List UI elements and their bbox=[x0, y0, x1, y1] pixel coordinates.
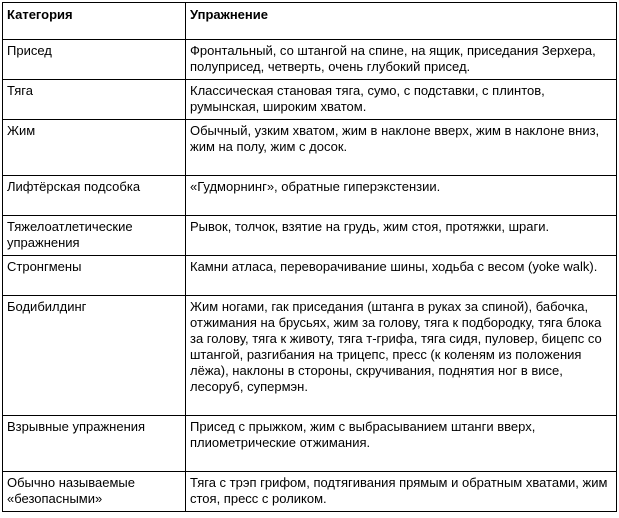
table-row bbox=[3, 176, 617, 216]
category-cell: Жим bbox=[3, 120, 186, 176]
table-row bbox=[3, 80, 617, 120]
table-row bbox=[3, 472, 617, 512]
category-cell: Взрывные упражнения bbox=[3, 416, 186, 472]
header-exercise: Упражнение bbox=[186, 3, 617, 40]
exercise-cell: Обычный, узким хватом, жим в наклоне вверх, жим в наклоне вниз, жим на полу, жим с досок. bbox=[186, 120, 617, 176]
exercise-cell: «Гудморнинг», обратные гиперэкстензии. bbox=[186, 176, 617, 216]
exercise-cell: Фронтальный, со штангой на спине, на ящик, приседания Зерхера, полуприсед, четверть, очень глубокий присед. bbox=[186, 40, 617, 80]
category-cell: Стронгмены bbox=[3, 256, 186, 296]
exercise-cell: Рывок, толчок, взятие на грудь, жим стоя, протяжки, шраги. bbox=[186, 216, 617, 256]
exercise-cell: Тяга с трэп грифом, подтягивания прямым и обратным хватами, жим стоя, пресс с роликом. bbox=[186, 472, 617, 512]
table-header-row bbox=[3, 3, 617, 40]
category-cell: Тяжелоатлетические упражнения bbox=[3, 216, 186, 256]
table-row bbox=[3, 40, 617, 80]
category-cell: Обычно называемые «безопасными» bbox=[3, 472, 186, 512]
table-row bbox=[3, 120, 617, 176]
table-row bbox=[3, 296, 617, 416]
exercise-cell: Присед с прыжком, жим с выбрасыванием штанги вверх, плиометрические отжимания. bbox=[186, 416, 617, 472]
header-category: Категория bbox=[3, 3, 186, 40]
table-row bbox=[3, 416, 617, 472]
exercise-cell: Жим ногами, гак приседания (штанга в руках за спиной), бабочка, отжимания на брусьях, жим за голову, тяга к подбородку, тяга блока за голову, тяга к животу, тяга т-грифа, тяга сидя, пуловер, бицепс со штангой, разгибания на трицепс, пресс (к коленям из положения лёжа), наклоны в стороны, скручивания, поднятия ног в висе, лесоруб, супермэн. bbox=[186, 296, 617, 416]
table-row bbox=[3, 256, 617, 296]
exercise-cell: Камни атласа, переворачивание шины, ходьба с весом (yoke walk). bbox=[186, 256, 617, 296]
table-row bbox=[3, 216, 617, 256]
exercise-table bbox=[2, 2, 617, 512]
category-cell: Лифтёрская подсобка bbox=[3, 176, 186, 216]
category-cell: Присед bbox=[3, 40, 186, 80]
category-cell: Тяга bbox=[3, 80, 186, 120]
category-cell: Бодибилдинг bbox=[3, 296, 186, 416]
exercise-cell: Классическая становая тяга, сумо, с подставки, с плинтов, румынская, широким хватом. bbox=[186, 80, 617, 120]
